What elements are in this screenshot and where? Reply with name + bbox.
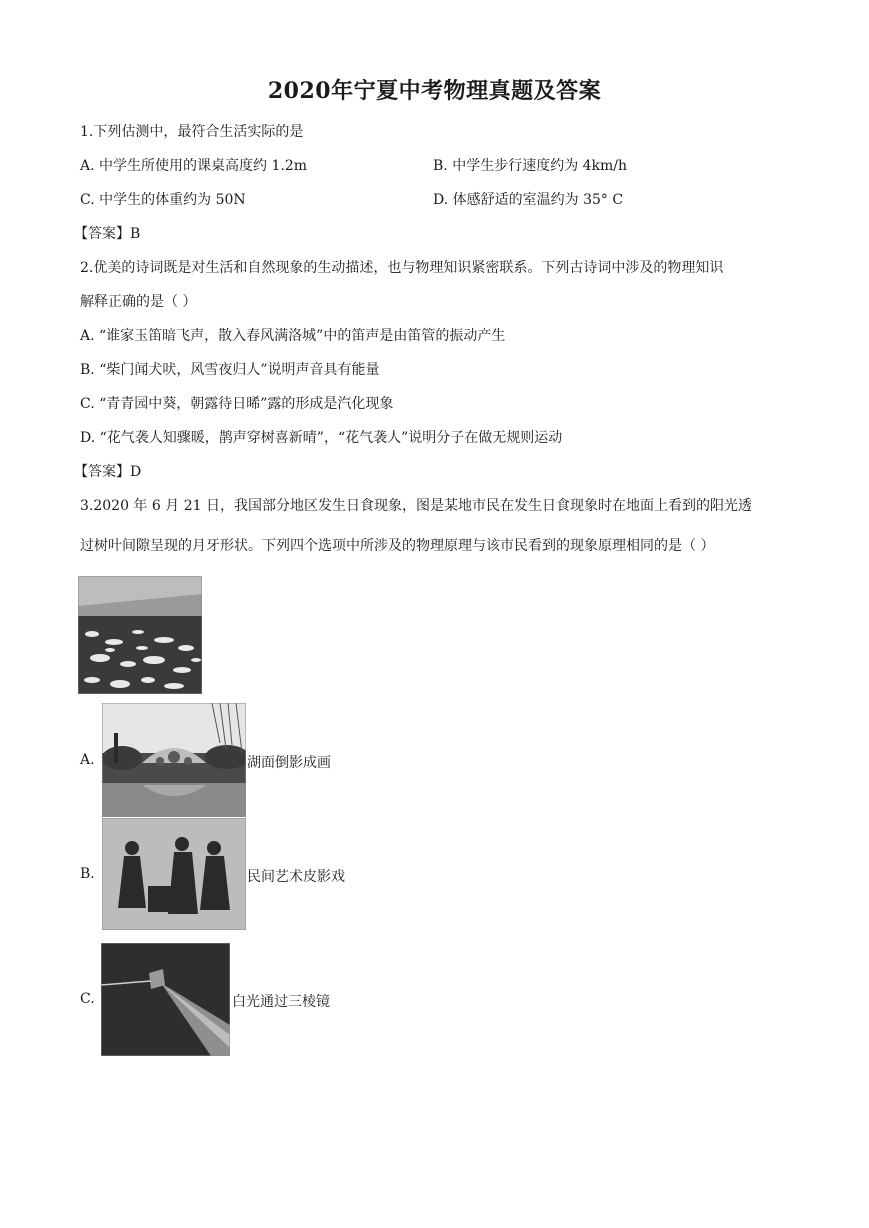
- q1-option-b: B. 中学生步行速度约为 4km/h: [433, 158, 628, 174]
- q1-answer: 【答案】B: [74, 226, 141, 242]
- page-title: 2020年宁夏中考物理真题及答案: [267, 78, 602, 104]
- q3-stem-line2: 过树叶间隙呈现的月牙形状。下列四个选项中所涉及的物理原理与该市民看到的现象原理相同的是（ ）: [80, 538, 715, 554]
- q3-option-a-photo: [102, 703, 246, 817]
- q3-option-c-label: C.: [80, 991, 95, 1007]
- q2-option-d: D. “花气袭人知骤暖，鹊声穿树喜新晴”，“花气袭人”说明分子在做无规则运动: [80, 430, 563, 446]
- q3-option-b-label: B.: [80, 866, 95, 882]
- q1-option-a: A. 中学生所使用的课桌高度约 1.2m: [80, 158, 308, 174]
- q2-answer: 【答案】D: [74, 464, 142, 480]
- q2-option-c: C. “青青园中葵，朝露待日晞”露的形成是汽化现象: [80, 396, 394, 412]
- q3-option-a-caption: 湖面倒影成画: [247, 755, 331, 771]
- prism-light-photo-icon: [101, 943, 230, 1056]
- q2-option-b: B. “柴门闻犬吠，风雪夜归人”说明声音具有能量: [80, 362, 380, 378]
- q3-option-c-photo: [101, 943, 230, 1056]
- q3-option-c-caption: 白光通过三棱镜: [232, 994, 330, 1010]
- q3-option-b-photo: [102, 818, 246, 930]
- lake-reflection-photo-icon: [102, 703, 246, 817]
- q3-option-b-caption: 民间艺术皮影戏: [247, 869, 345, 885]
- q3-stem-line1: 3.2020 年 6 月 21 日，我国部分地区发生日食现象，图是某地市民在发生日食现象时在地面上看到的阳光透: [80, 498, 752, 514]
- q2-stem-line1: 2.优美的诗词既是对生活和自然现象的生动描述，也与物理知识紧密联系。下列古诗词中涉及的物理知识: [80, 260, 724, 276]
- q2-option-a: A. “谁家玉笛暗飞声，散入春风满洛城”中的笛声是由笛管的振动产生: [80, 328, 506, 344]
- q1-option-d: D. 体感舒适的室温约为 35° C: [433, 192, 624, 208]
- shadow-puppet-photo-icon: [102, 818, 246, 930]
- q2-stem-line2: 解释正确的是（ ）: [80, 294, 197, 310]
- q1-option-c: C. 中学生的体重约为 50N: [80, 192, 246, 208]
- sun-spots-photo-icon: [78, 576, 202, 694]
- q1-stem: 1.下列估测中，最符合生活实际的是: [80, 124, 304, 140]
- q3-option-a-label: A.: [80, 752, 95, 768]
- q3-main-photo: [78, 576, 202, 694]
